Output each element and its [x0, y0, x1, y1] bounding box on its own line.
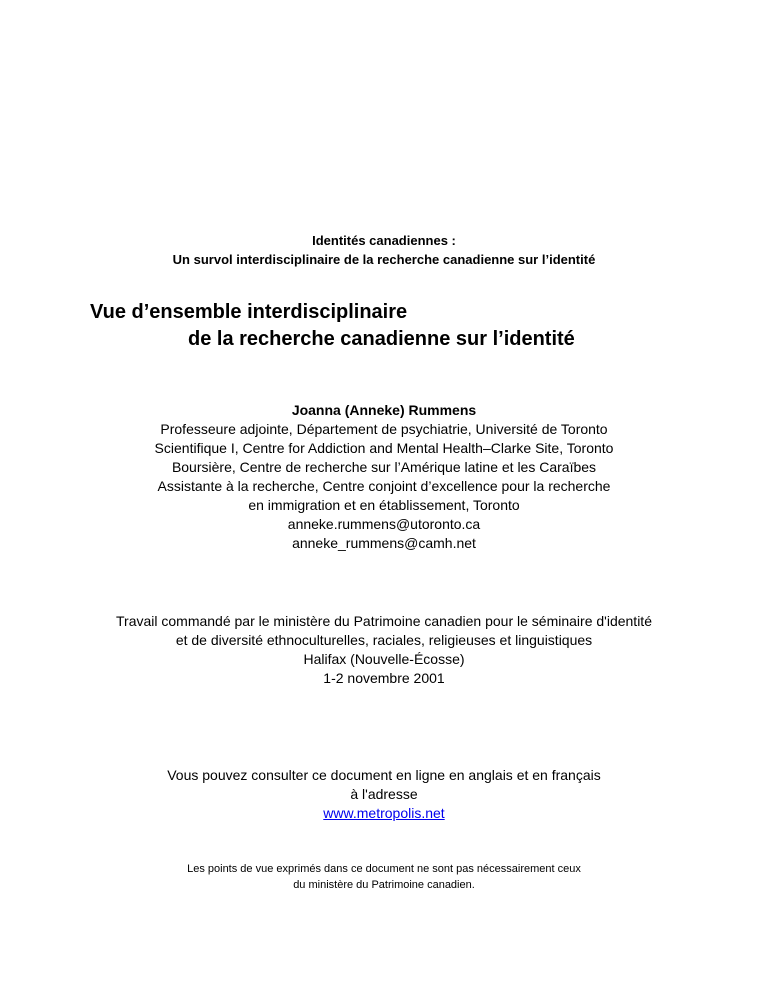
online-availability-line: à l'adresse — [350, 786, 418, 802]
online-availability-line: Vous pouvez consulter ce document en ligne en anglais et en français — [167, 767, 601, 783]
affiliation-line: Assistante à la recherche, Centre conjoint d’excellence pour la recherche — [157, 478, 611, 494]
commission-location: Halifax (Nouvelle-Écosse) — [303, 651, 465, 667]
author-email: anneke_rummens@camh.net — [292, 535, 476, 551]
metropolis-link[interactable]: www.metropolis.net — [323, 805, 445, 821]
commission-date: 1-2 novembre 2001 — [323, 670, 445, 686]
affiliation-line: Professeure adjointe, Département de psychiatrie, Université de Toronto — [160, 421, 608, 437]
main-title-line-1: Vue d’ensemble interdisciplinaire — [90, 301, 408, 323]
header-line-2: Un survol interdisciplinaire de la recherche canadienne sur l’identité — [172, 252, 596, 267]
affiliation-line: Boursière, Centre de recherche sur l’Amérique latine et les Caraïbes — [171, 459, 597, 475]
disclaimer-line-2: du ministère du Patrimoine canadien. — [293, 879, 475, 891]
affiliation-line: en immigration et en établissement, Toronto — [248, 497, 520, 513]
author-email: anneke.rummens@utoronto.ca — [287, 516, 481, 532]
commission-line: et de diversité ethnoculturelles, raciales, religieuses et linguistiques — [175, 632, 593, 648]
affiliation-line: Scientifique I, Centre for Addiction and Mental Health–Clarke Site, Toronto — [154, 440, 614, 456]
online-link-container — [0, 805, 768, 821]
main-title-line-2: de la recherche canadienne sur l’identité — [188, 328, 575, 350]
disclaimer-line-1: Les points de vue exprimés dans ce document ne sont pas nécessairement ceux — [187, 863, 581, 875]
author-name: Joanna (Anneke) Rummens — [291, 402, 477, 418]
header-line-1: Identités canadiennes : — [312, 233, 456, 248]
commission-line: Travail commandé par le ministère du Patrimoine canadien pour le séminaire d'identité — [116, 613, 652, 629]
